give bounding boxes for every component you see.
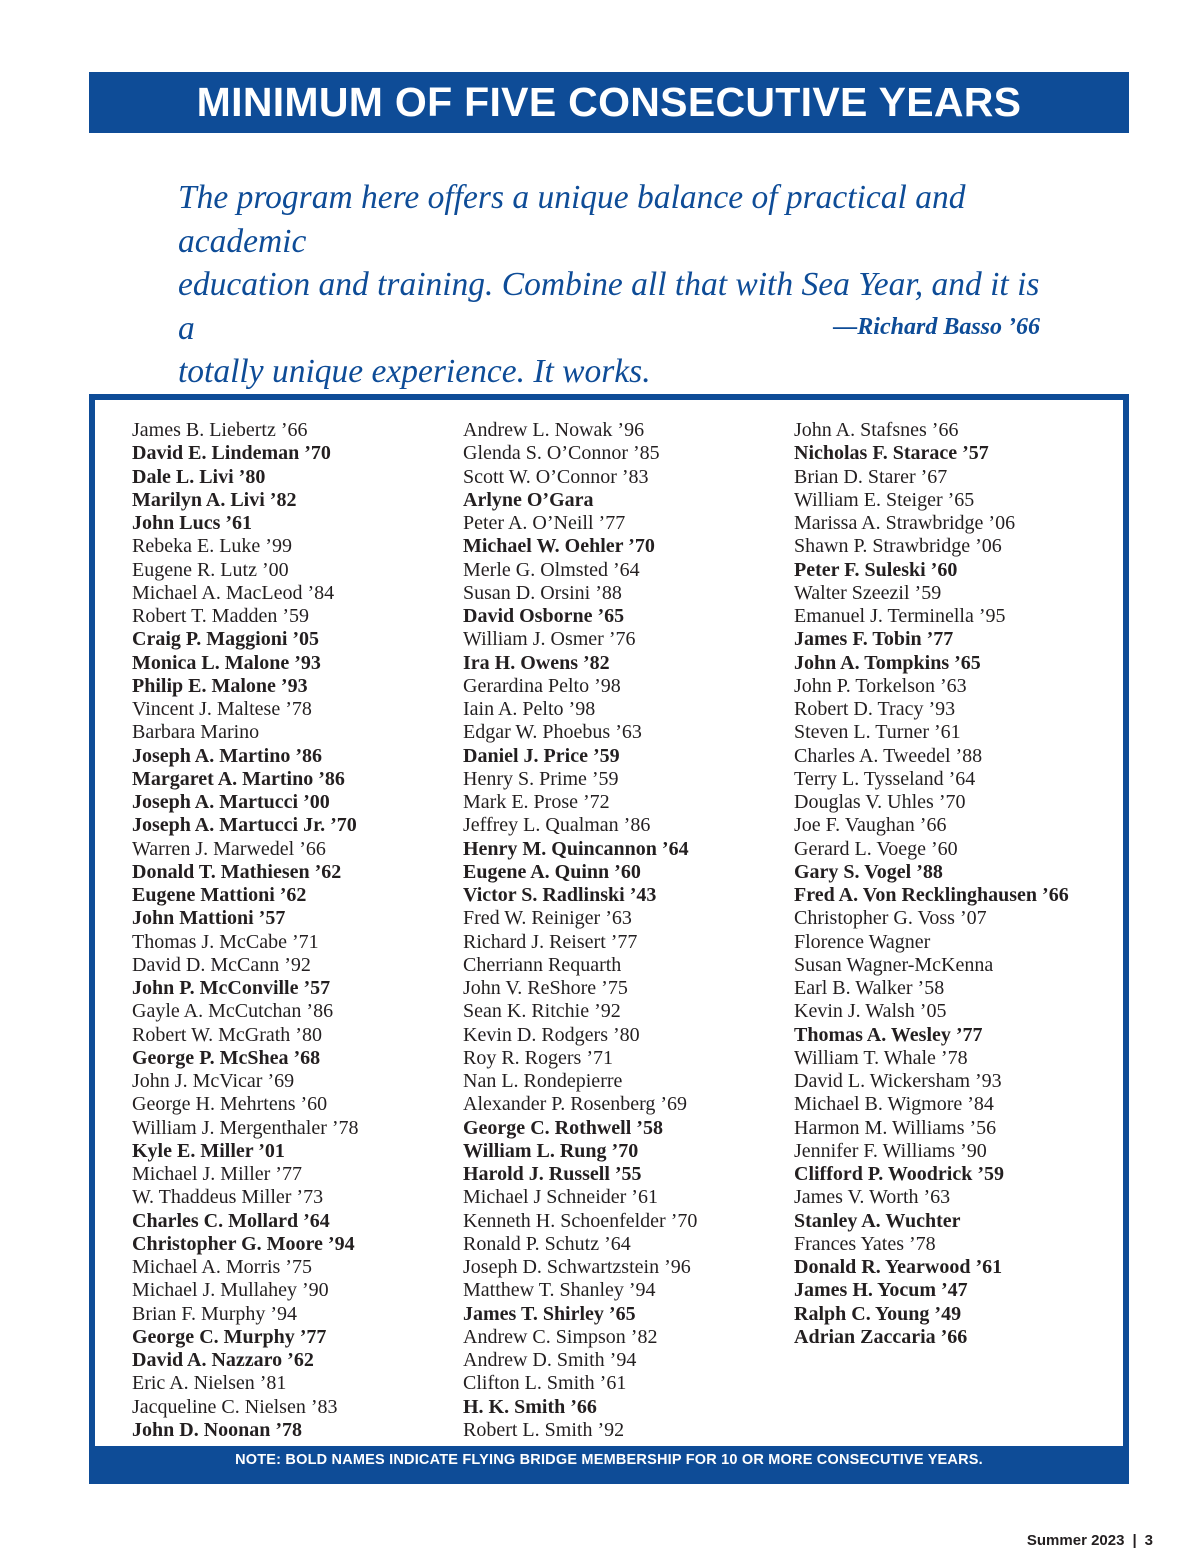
- name-entry: Marilyn A. Livi ’82: [132, 488, 297, 511]
- name-entry: Henry M. Quincannon ’64: [463, 837, 689, 860]
- names-column-3: [794, 419, 1069, 1349]
- name-entry: Ira H. Owens ’82: [463, 651, 610, 674]
- name-entry: Nan L. Rondepierre: [463, 1070, 623, 1092]
- name-entry: John V. ReShore ’75: [463, 977, 628, 999]
- name-entry: David A. Nazzaro ’62: [132, 1349, 314, 1371]
- name-entry: Thomas J. McCabe ’71: [132, 930, 319, 953]
- name-entry: John Lucs ’61: [132, 512, 253, 534]
- name-entry: Jennifer F. Williams ’90: [794, 1139, 987, 1162]
- name-entry: Frances Yates ’78: [794, 1232, 936, 1255]
- name-entry: William E. Steiger ’65: [794, 488, 975, 511]
- name-entry: Roy R. Rogers ’71: [463, 1046, 613, 1069]
- name-entry: Eugene R. Lutz ’00: [132, 558, 289, 581]
- pull-quote: [178, 176, 1058, 394]
- name-entry: Fred W. Reiniger ’63: [463, 907, 632, 930]
- name-entry: John J. McVicar ’69: [132, 1070, 295, 1092]
- name-entry: Shawn P. Strawbridge ’06: [794, 535, 1002, 558]
- name-entry: Peter F. Suleski ’60: [794, 558, 958, 581]
- name-entry: Harold J. Russell ’55: [463, 1163, 642, 1185]
- name-entry: Mark E. Prose ’72: [463, 791, 610, 813]
- name-entry: Michael J. Mullahey ’90: [132, 1279, 329, 1302]
- name-entry: Rebeka E. Luke ’99: [132, 535, 292, 558]
- name-entry: Ralph C. Young ’49: [794, 1302, 962, 1325]
- name-entry: Gerardina Pelto ’98: [463, 674, 621, 697]
- name-entry: Peter A. O’Neill ’77: [463, 512, 626, 534]
- name-entry: Stanley A. Wuchter: [794, 1209, 961, 1232]
- name-entry: Robert D. Tracy ’93: [794, 698, 956, 720]
- name-entry: George C. Rothwell ’58: [463, 1116, 663, 1139]
- name-entry: John P. Torkelson ’63: [794, 674, 967, 697]
- name-entry: Joseph D. Schwartzstein ’96: [463, 1256, 691, 1278]
- name-entry: Susan Wagner-McKenna: [794, 953, 994, 976]
- name-entry: Terry L. Tysseland ’64: [794, 767, 976, 790]
- name-entry: Vincent J. Maltese ’78: [132, 698, 312, 720]
- footer-separator: |: [1132, 1532, 1137, 1549]
- name-entry: Kenneth H. Schoenfelder ’70: [463, 1209, 698, 1232]
- quote-line: The program here offers a unique balance of practical and academic: [178, 179, 966, 260]
- name-entry: Kevin J. Walsh ’05: [794, 1000, 947, 1023]
- name-entry: James V. Worth ’63: [794, 1186, 951, 1209]
- name-entry: Michael W. Oehler ’70: [463, 535, 655, 558]
- name-entry: William L. Rung ’70: [463, 1139, 639, 1162]
- name-entry: Eugene A. Quinn ’60: [463, 860, 641, 883]
- name-entry: David Osborne ’65: [463, 605, 625, 627]
- issue-label: Summer 2023: [1026, 1532, 1125, 1549]
- quote-attribution: —Richard Basso ’66: [833, 314, 1040, 340]
- name-entry: Eric A. Nielsen ’81: [132, 1372, 287, 1395]
- quote-line: totally unique experience. It works.: [178, 353, 651, 390]
- page-number: 3: [1144, 1532, 1153, 1549]
- name-entry: Jeffrey L. Qualman ’86: [463, 814, 651, 837]
- name-entry: Gerard L. Voege ’60: [794, 837, 958, 860]
- name-entry: Marissa A. Strawbridge ’06: [794, 512, 1016, 534]
- name-entry: Michael A. Morris ’75: [132, 1256, 312, 1278]
- name-entry: Nicholas F. Starace ’57: [794, 442, 989, 465]
- name-entry: Harmon M. Williams ’56: [794, 1116, 997, 1139]
- name-entry: George C. Murphy ’77: [132, 1325, 327, 1348]
- name-entry: Jacqueline C. Nielsen ’83: [132, 1395, 338, 1418]
- page-footer: [1027, 1531, 1153, 1551]
- name-entry: Donald T. Mathiesen ’62: [132, 860, 342, 883]
- name-entry: George H. Mehrtens ’60: [132, 1093, 328, 1116]
- name-entry: James B. Liebertz ’66: [132, 419, 308, 441]
- name-entry: Clifford P. Woodrick ’59: [794, 1163, 1005, 1185]
- name-entry: Charles A. Tweedel ’88: [794, 744, 983, 767]
- section-title: MINIMUM OF FIVE CONSECUTIVE YEARS: [89, 72, 1129, 133]
- name-entry: Robert T. Madden ’59: [132, 605, 310, 627]
- name-entry: Margaret A. Martino ’86: [132, 767, 345, 790]
- name-entry: Barbara Marino: [132, 721, 260, 744]
- name-entry: Kyle E. Miller ’01: [132, 1139, 285, 1162]
- name-entry: Andrew C. Simpson ’82: [463, 1325, 658, 1348]
- name-entry: Dale L. Livi ’80: [132, 465, 266, 488]
- name-entry: Eugene Mattioni ’62: [132, 884, 307, 906]
- name-entry: Henry S. Prime ’59: [463, 767, 619, 790]
- name-entry: James H. Yocum ’47: [794, 1279, 968, 1302]
- name-entry: Donald R. Yearwood ’61: [794, 1256, 1003, 1278]
- name-entry: David L. Wickersham ’93: [794, 1070, 1002, 1092]
- name-entry: Emanuel J. Terminella ’95: [794, 605, 1006, 627]
- name-entry: Craig P. Maggioni ’05: [132, 628, 320, 651]
- name-entry: Arlyne O’Gara: [463, 488, 594, 511]
- name-entry: James T. Shirley ’65: [463, 1302, 636, 1325]
- name-entry: Daniel J. Price ’59: [463, 744, 620, 767]
- name-entry: Walter Szeezil ’59: [794, 581, 942, 604]
- name-entry: Alexander P. Rosenberg ’69: [463, 1093, 688, 1116]
- name-entry: Susan D. Orsini ’88: [463, 581, 622, 604]
- name-entry: Kevin D. Rodgers ’80: [463, 1023, 640, 1046]
- name-entry: Joseph A. Martucci Jr. ’70: [132, 814, 357, 837]
- name-entry: Joseph A. Martino ’86: [132, 744, 322, 767]
- name-entry: Brian D. Starer ’67: [794, 465, 948, 488]
- membership-note: NOTE: BOLD NAMES INDICATE FLYING BRIDGE MEMBERSHIP FOR 10 OR MORE CONSECUTIVE YEARS.: [89, 1446, 1129, 1484]
- name-entry: William J. Mergenthaler ’78: [132, 1116, 359, 1139]
- name-entry: Douglas V. Uhles ’70: [794, 791, 966, 813]
- name-entry: David E. Lindeman ’70: [132, 442, 331, 465]
- names-column-2: [463, 419, 697, 1442]
- name-entry: Sean K. Ritchie ’92: [463, 1000, 621, 1023]
- name-entry: George P. McShea ’68: [132, 1046, 321, 1069]
- name-entry: John Mattioni ’57: [132, 907, 286, 930]
- name-entry: Brian F. Murphy ’94: [132, 1302, 298, 1325]
- name-entry: Edgar W. Phoebus ’63: [463, 721, 642, 744]
- name-entry: Michael B. Wigmore ’84: [794, 1093, 994, 1116]
- name-entry: Earl B. Walker ’58: [794, 977, 945, 999]
- name-entry: Matthew T. Shanley ’94: [463, 1279, 656, 1302]
- name-entry: Gayle A. McCutchan ’86: [132, 1000, 334, 1023]
- name-entry: Glenda S. O’Connor ’85: [463, 442, 660, 465]
- name-entry: John A. Stafsnes ’66: [794, 419, 959, 441]
- name-entry: Michael J Schneider ’61: [463, 1186, 658, 1209]
- name-entry: William J. Osmer ’76: [463, 628, 636, 651]
- name-entry: Robert L. Smith ’92: [463, 1418, 625, 1441]
- name-entry: David D. McCann ’92: [132, 953, 311, 976]
- name-entry: John A. Tompkins ’65: [794, 651, 981, 674]
- name-entry: Iain A. Pelto ’98: [463, 698, 596, 720]
- name-entry: Fred A. Von Recklinghausen ’66: [794, 884, 1069, 906]
- quote-line: education and training. Combine all that with Sea Year, and it is a: [178, 266, 1040, 347]
- name-entry: Michael A. MacLeod ’84: [132, 581, 335, 604]
- name-entry: Philip E. Malone ’93: [132, 674, 308, 697]
- name-entry: Scott W. O’Connor ’83: [463, 465, 649, 488]
- name-entry: James F. Tobin ’77: [794, 628, 954, 651]
- name-entry: John D. Noonan ’78: [132, 1418, 303, 1441]
- name-entry: Monica L. Malone ’93: [132, 651, 321, 674]
- name-entry: Christopher G. Voss ’07: [794, 907, 987, 930]
- name-entry: William T. Whale ’78: [794, 1046, 968, 1069]
- name-entry: Andrew D. Smith ’94: [463, 1349, 637, 1371]
- name-entry: Warren J. Marwedel ’66: [132, 837, 326, 860]
- name-entry: Joe F. Vaughan ’66: [794, 814, 947, 837]
- name-entry: Clifton L. Smith ’61: [463, 1372, 627, 1395]
- names-column-1: [132, 419, 359, 1442]
- name-entry: Florence Wagner: [794, 930, 931, 953]
- name-entry: Adrian Zaccaria ’66: [794, 1325, 968, 1348]
- name-entry: Andrew L. Nowak ’96: [463, 419, 645, 441]
- name-entry: Gary S. Vogel ’88: [794, 860, 943, 883]
- name-entry: H. K. Smith ’66: [463, 1395, 597, 1418]
- names-box: [89, 394, 1129, 1484]
- name-entry: John P. McConville ’57: [132, 977, 331, 999]
- name-entry: Ronald P. Schutz ’64: [463, 1232, 631, 1255]
- name-entry: Christopher G. Moore ’94: [132, 1232, 355, 1255]
- name-entry: Joseph A. Martucci ’00: [132, 791, 330, 813]
- name-entry: W. Thaddeus Miller ’73: [132, 1186, 324, 1209]
- name-entry: Michael J. Miller ’77: [132, 1163, 302, 1185]
- name-entry: Cherriann Requarth: [463, 953, 622, 976]
- name-entry: Merle G. Olmsted ’64: [463, 558, 640, 581]
- name-entry: Richard J. Reisert ’77: [463, 930, 638, 953]
- name-entry: Steven L. Turner ’61: [794, 721, 961, 744]
- name-entry: Thomas A. Wesley ’77: [794, 1023, 983, 1046]
- name-entry: Charles C. Mollard ’64: [132, 1209, 330, 1232]
- name-entry: Robert W. McGrath ’80: [132, 1023, 322, 1046]
- name-entry: Victor S. Radlinski ’43: [463, 884, 657, 906]
